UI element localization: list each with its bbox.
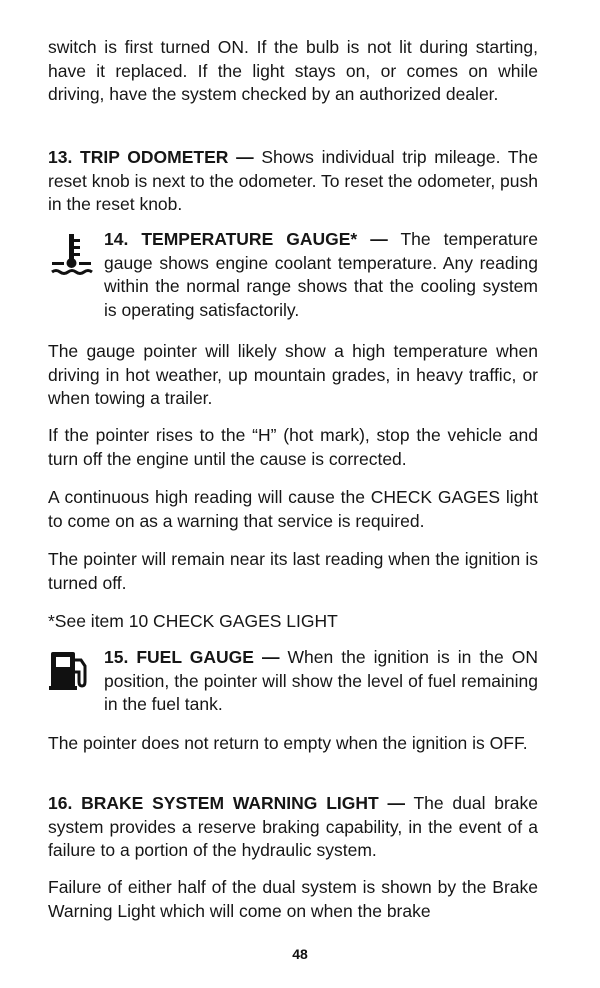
item-16-text: The dual brake system provides a reserve braking capability, in the event of a failure to a portion of the hydraulic system. — [48, 793, 539, 860]
ignition-off-paragraph: The pointer will remain near its last reading when the ignition is turned off. — [48, 549, 538, 593]
failure-paragraph: Failure of either half of the dual system is shown by the Brake Warning Light which will come on when the brake — [48, 877, 538, 921]
high-temperature-paragraph: The gauge pointer will likely show a high temperature when driving in hot weather, up mountain grades, in heavy traffic, or when towing a trailer. — [48, 341, 538, 408]
item-15-heading: 15. FUEL GAUGE — — [104, 647, 280, 667]
continuous-reading-paragraph: A continuous high reading will cause the CHECK GAGES light to come on as a warning that service is required. — [48, 487, 538, 531]
footnote: *See item 10 CHECK GAGES LIGHT — [48, 611, 338, 631]
item-16-heading: 16. BRAKE SYSTEM WARNING LIGHT — — [48, 793, 405, 813]
intro-paragraph: switch is first turned ON. If the bulb is not lit during starting, have it replaced. If the light stays on, or comes on while driving, have the system checked by an authorized dealer. — [48, 37, 538, 104]
fuel-pump-icon — [48, 648, 92, 692]
item-14-heading: 14. TEMPERATURE GAUGE* — — [104, 229, 388, 249]
hot-mark-paragraph: If the pointer rises to the “H” (hot mark), stop the vehicle and turn off the engine until the cause is corrected. — [48, 425, 538, 469]
item-14-text: The temperature gauge shows engine coolant temperature. Any reading within the normal range shows that the cooling system is operating satisfactorily. — [104, 229, 538, 320]
item-14-first-lines — [104, 228, 538, 322]
page-number: 48 — [292, 946, 308, 962]
item-13-heading: 13. TRIP ODOMETER — — [48, 147, 254, 167]
item-15-text: When the ignition is in the ON position, the pointer will show the level of fuel remaining in the fuel tank. — [104, 647, 538, 714]
item-13-paragraph — [48, 146, 538, 217]
item-13-text: Shows individual trip mileage. The reset knob is next to the odometer. To reset the odometer, push in the reset knob. — [48, 147, 538, 214]
temperature-gauge-icon — [48, 232, 98, 278]
item-15-paragraph — [104, 646, 538, 717]
empty-pointer-paragraph: The pointer does not return to empty when the ignition is OFF. — [48, 733, 528, 753]
item-16-paragraph — [48, 792, 538, 863]
